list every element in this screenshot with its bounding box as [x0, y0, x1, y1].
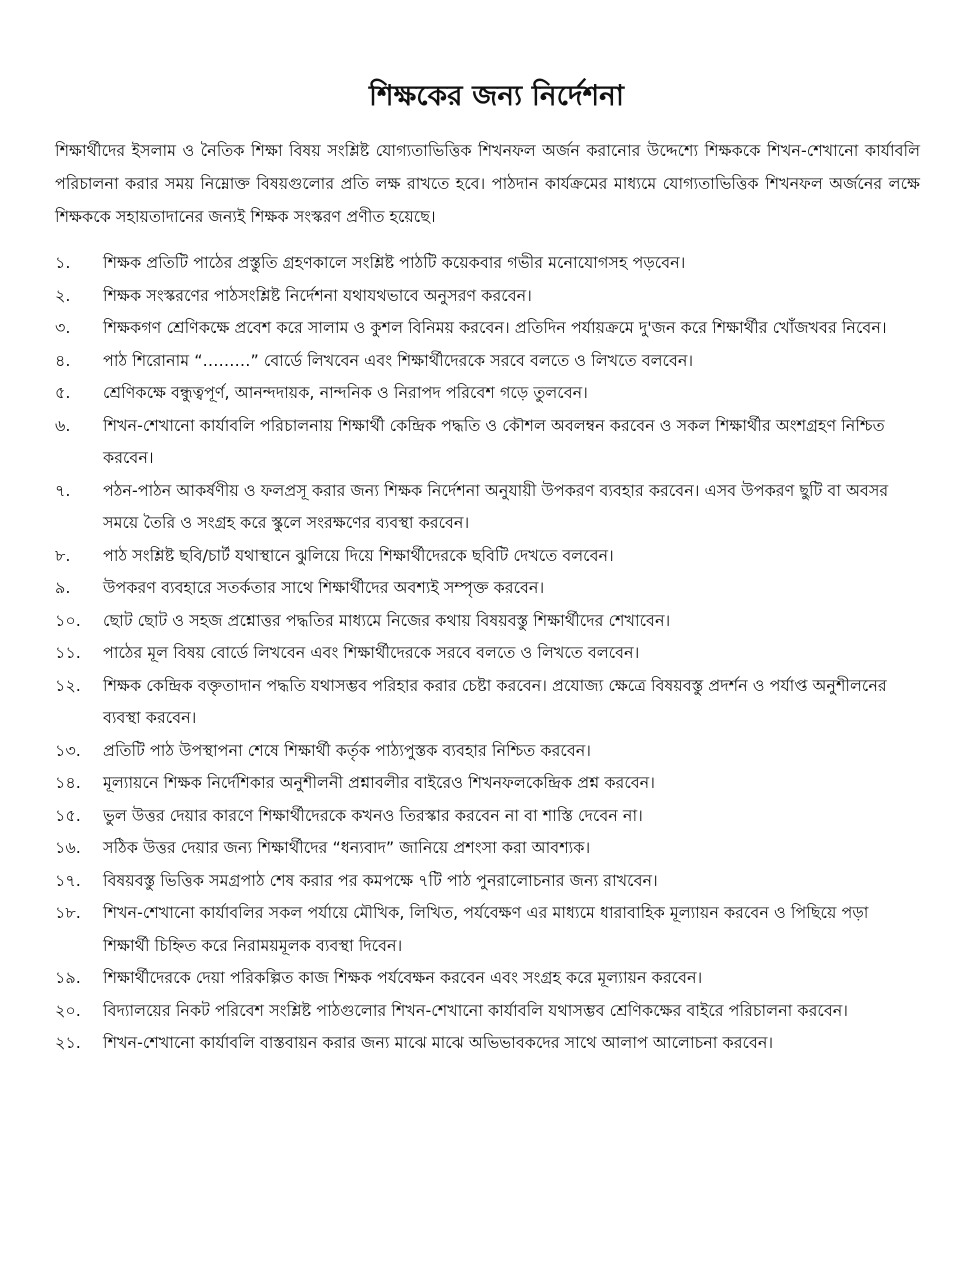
list-item-text: সঠিক উত্তর দেয়ার জন্য শিক্ষার্থীদের “ধন্যবাদ” জানিয়ে প্রশংসা করা আবশ্যক।: [103, 838, 591, 857]
list-item-number: ১.: [55, 253, 71, 272]
list-item: [55, 865, 920, 898]
list-item: [55, 280, 920, 313]
list-item: [55, 377, 920, 410]
list-item-text: ভুল উত্তর দেয়ার কারণে শিক্ষার্থীদেরকে কখনও তিরস্কার করবেন না বা শাস্তি দেবেন না।: [103, 805, 643, 825]
list-item: [55, 735, 920, 768]
list-item: [55, 345, 920, 378]
list-item: [55, 897, 920, 962]
list-item-text: শিখন-শেখানো কার্যাবলির সকল পর্যায়ে মৌখিক, লিখিত, পর্যবেক্ষণ এর মাধ্যমে ধারাবাহিক মূল্যায়ন করবেন ও পিছিয়ে পড়া শিক্ষার্থী চিহ্নিত করে নিরাময়মূলক ব্যবস্থা দিবেন।: [103, 903, 869, 955]
list-item-text: শিখন-শেখানো কার্যাবলি বাস্তবায়ন করার জন্য মাঝে মাঝে অভিভাবকদের সাথে আলাপ আলোচনা করবেন।: [103, 1033, 774, 1052]
intro-paragraph: শিক্ষার্থীদের ইসলাম ও নৈতিক শিক্ষা বিষয় সংশ্লিষ্ট যোগ্যতাভিত্তিক শিখনফল অর্জন করানোর উদ্দেশ্যে শিক্ষককে শিখন-শেখানো কার্যাবলি পরিচালনা করার সময় নিম্নোক্ত বিষয়গুলোর প্রতি লক্ষ রাখতে হবে। পাঠদান কার্যক্রমের মাধ্যমে যোগ্যতাভিত্তিক শিখনফল অর্জনের লক্ষে শিক্ষককে সহায়তাদানের জন্যই শিক্ষক সংস্করণ প্রণীত হয়েছে।: [55, 141, 920, 226]
list-item-text: মূল্যায়নে শিক্ষক নির্দেশিকার অনুশীলনী প্রশ্নাবলীর বাইরেও শিখনফলকেন্দ্রিক প্রশ্ন করবেন।: [103, 773, 655, 792]
list-item-number: ৪.: [55, 350, 71, 370]
list-item: [55, 572, 920, 605]
list-item-text: শিক্ষক কেন্দ্রিক বক্তৃতাদান পদ্ধতি যথাসম্ভব পরিহার করার চেষ্টা করবেন। প্রযোজ্য ক্ষেত্রে বিষয়বস্তু প্রদর্শন ও পর্যাপ্ত অনুশীলনের ব্যবস্থা করবেন।: [103, 675, 887, 727]
list-item: [55, 962, 920, 995]
list-item-number: ১৪.: [55, 773, 81, 792]
list-item: [55, 832, 920, 865]
list-item-number: ১৬.: [55, 838, 81, 857]
list-item-number: ১০.: [55, 610, 81, 630]
list-item: [55, 800, 920, 833]
instruction-list: [55, 247, 920, 1060]
list-item-text: শ্রেণিকক্ষে বন্ধুত্বপূর্ণ, আনন্দদায়ক, নান্দনিক ও নিরাপদ পরিবেশ গড়ে তুলবেন।: [103, 383, 588, 402]
list-item-number: ৬.: [55, 415, 71, 435]
list-item-text: উপকরণ ব্যবহারে সতর্কতার সাথে শিক্ষার্থীদের অবশ্যই সম্পৃক্ত করবেন।: [103, 578, 545, 597]
list-item-text: ছোট ছোট ও সহজ প্রশ্নোত্তর পদ্ধতির মাধ্যমে নিজের কথায় বিষয়বস্তু শিক্ষার্থীদের শেখাবেন।: [103, 610, 671, 630]
list-item-text: প্রতিটি পাঠ উপস্থাপনা শেষে শিক্ষার্থী কর্তৃক পাঠ্যপুস্তক ব্যবহার নিশ্চিত করবেন।: [103, 740, 591, 760]
list-item: [55, 995, 920, 1028]
list-item-text: বিদ্যালয়ের নিকট পরিবেশ সংশ্লিষ্ট পাঠগুলোর শিখন-শেখানো কার্যাবলি যথাসম্ভব শ্রেণিকক্ষের বাইরে পরিচালনা করবেন।: [103, 1000, 848, 1020]
list-item-number: ২০.: [55, 1000, 81, 1020]
list-item-text: পাঠ শিরোনাম “………” বোর্ডে লিখবেন এবং শিক্ষার্থীদেরকে সরবে বলতে ও লিখতে বলবেন।: [103, 350, 694, 370]
list-item-text: শিক্ষক সংস্করণের পাঠসংশ্লিষ্ট নির্দেশনা যথাযথভাবে অনুসরণ করবেন।: [103, 285, 532, 305]
list-item: [55, 312, 920, 345]
list-item-number: ১৩.: [55, 740, 81, 760]
list-item: [55, 670, 920, 735]
list-item-number: ১৭.: [55, 870, 81, 890]
list-item-number: ১১.: [55, 643, 81, 662]
list-item-text: শিখন-শেখানো কার্যাবলি পরিচালনায় শিক্ষার্থী কেন্দ্রিক পদ্ধতি ও কৌশল অবলম্বন করবেন ও সকল শিক্ষার্থীর অংশগ্রহণ নিশ্চিত করবেন।: [103, 415, 885, 467]
list-item-number: ৫.: [55, 383, 71, 402]
list-item-number: ১৯.: [55, 968, 81, 987]
list-item: [55, 247, 920, 280]
list-item-number: ৭.: [55, 480, 71, 500]
list-item-number: ১২.: [55, 675, 81, 695]
list-item: [55, 605, 920, 638]
page-title: শিক্ষকের জন্য নির্দেশনা: [369, 79, 624, 112]
list-item-number: ৩.: [55, 318, 71, 337]
list-item-text: শিক্ষকগণ শ্রেণিকক্ষে প্রবেশ করে সালাম ও কুশল বিনিময় করবেন। প্রতিদিন পর্যায়ক্রমে দু'জন করে শিক্ষার্থীর খোঁজখবর নিবেন।: [103, 318, 887, 337]
list-item-text: পঠন-পাঠন আকর্ষণীয় ও ফলপ্রসূ করার জন্য শিক্ষক নির্দেশনা অনুযায়ী উপকরণ ব্যবহার করবেন। এসব উপকরণ ছুটি বা অবসর সময়ে তৈরি ও সংগ্রহ করে স্কুলে সংরক্ষণের ব্যবস্থা করবেন।: [103, 480, 889, 532]
list-item-text: শিক্ষার্থীদেরকে দেয়া পরিকল্পিত কাজ শিক্ষক পর্যবেক্ষন করবেন এবং সংগ্রহ করে মূল্যায়ন করবেন।: [103, 968, 703, 987]
list-item-number: ১৮.: [55, 903, 81, 922]
list-item: [55, 540, 920, 573]
list-item-number: ৮.: [55, 545, 71, 565]
list-item-number: ২.: [55, 285, 71, 305]
list-item-text: পাঠের মূল বিষয় বোর্ডে লিখবেন এবং শিক্ষার্থীদেরকে সরবে বলতে ও লিখতে বলবেন।: [103, 643, 640, 662]
list-item-number: ৯.: [55, 578, 71, 597]
list-item: [55, 410, 920, 475]
list-item: [55, 637, 920, 670]
list-item-text: পাঠ সংশ্লিষ্ট ছবি/চার্ট যথাস্থানে ঝুলিয়ে দিয়ে শিক্ষার্থীদেরকে ছবিটি দেখতে বলবেন।: [103, 545, 614, 565]
list-item: [55, 475, 920, 540]
list-item: [55, 1027, 920, 1060]
list-item-number: ২১.: [55, 1033, 81, 1052]
list-item-text: বিষয়বস্তু ভিত্তিক সমগ্রপাঠ শেষ করার পর কমপক্ষে ৭টি পাঠ পুনরালোচনার জন্য রাখবেন।: [103, 870, 658, 890]
list-item-number: ১৫.: [55, 805, 81, 825]
list-item: [55, 767, 920, 800]
list-item-text: শিক্ষক প্রতিটি পাঠের প্রস্তুতি গ্রহণকালে সংশ্লিষ্ট পাঠটি কয়েকবার গভীর মনোযোগসহ পড়বেন।: [103, 253, 686, 272]
